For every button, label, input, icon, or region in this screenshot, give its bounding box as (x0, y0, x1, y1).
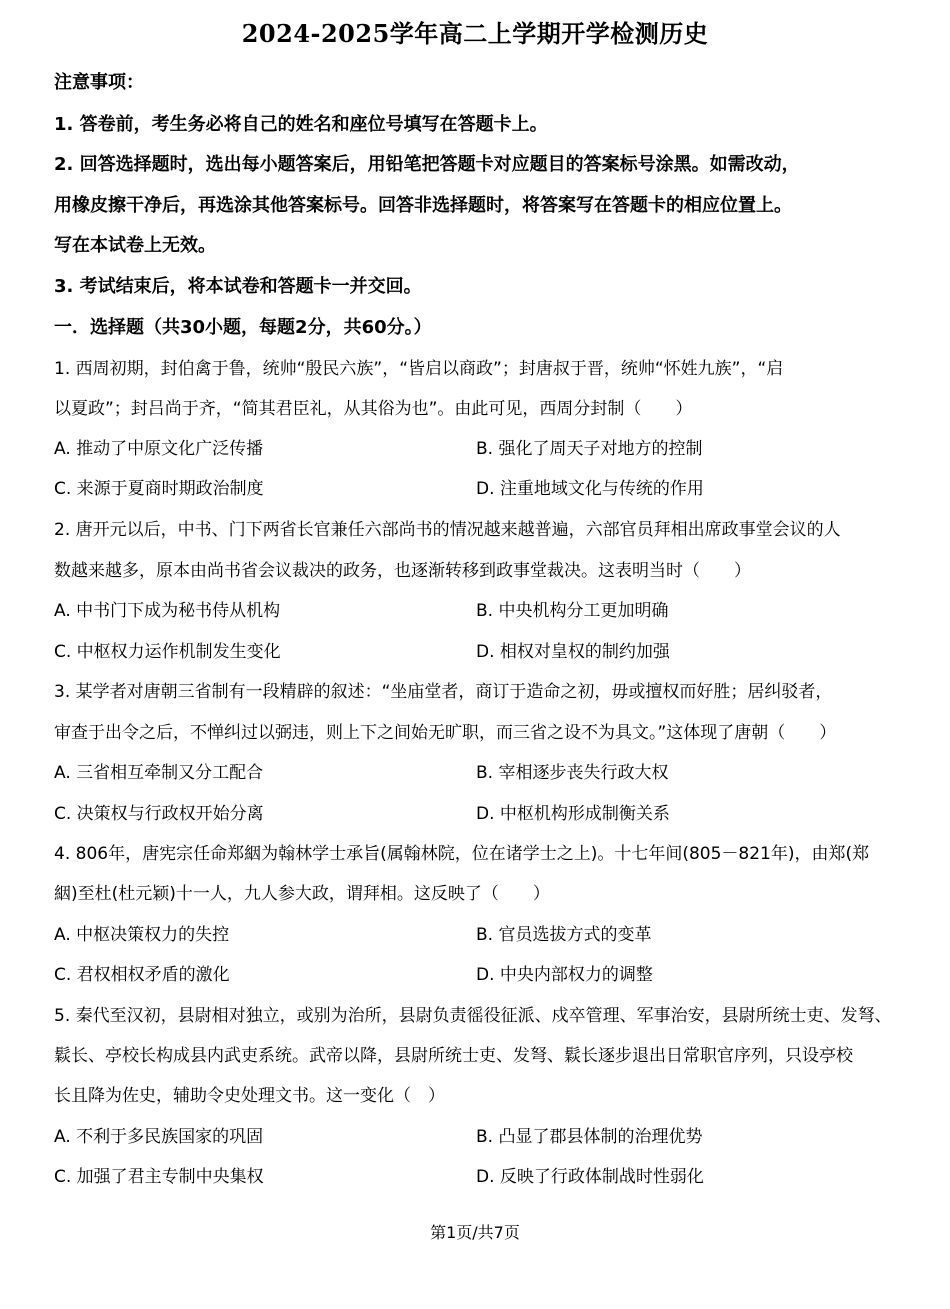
question-5-line: 长且降为佐史，辅助令史处理文书。这一变化（ ） (54, 1086, 445, 1106)
question-5-option-a: A. 不利于多民族国家的巩固 (54, 1127, 264, 1147)
question-1-option-b: B. 强化了周天子对地方的控制 (476, 439, 703, 459)
question-2-option-c: C. 中枢权力运作机制发生变化 (54, 642, 281, 662)
question-1-line: 1. 西周初期，封伯禽于鲁，统帅“殷民六族”，“皆启以商政”；封唐叔于晋，统帅“怀姓九族”，“启 (54, 359, 784, 379)
notice-item: 1. 答卷前，考生务必将自己的姓名和座位号填写在答题卡上。 (54, 114, 548, 135)
question-5-line: 鬏长、亭校长构成县内武吏系统。武帝以降，县尉所统士吏、发弩、鬏长逐步退出日常职官序列，只设亭校 (54, 1046, 853, 1066)
question-4-option-d: D. 中央内部权力的调整 (476, 965, 653, 985)
page-number: 第1页/共7页 (430, 1223, 520, 1242)
question-1-line: 以夏政”；封吕尚于齐，“简其君臣礼，从其俗为也”。由此可见，西周分封制（ ） (54, 399, 693, 419)
question-4-line: 絪)至杜(杜元颖)十一人，九人参大政，谓拜相。这反映了（ ） (54, 884, 550, 904)
question-5-option-d: D. 反映了行政体制战时性弱化 (476, 1167, 704, 1187)
question-4-line: 4. 806年，唐宪宗任命郑絪为翰林学士承旨(属翰林院，位在诸学士之上)。十七年间(805－821年)，由郑(郑 (54, 844, 870, 864)
question-2-line: 2. 唐开元以后，中书、门下两省长官兼任六部尚书的情况越来越普遍，六部官员拜相出席政事堂会议的人 (54, 520, 841, 540)
exam-title: 2024-2025学年高二上学期开学检测历史 (241, 19, 709, 48)
question-3-line: 3. 某学者对唐朝三省制有一段精辟的叙述：“坐庙堂者，商订于造命之初，毋或擅权而好胜；居纠驳者， (54, 682, 833, 702)
question-1-option-a: A. 推动了中原文化广泛传播 (54, 439, 264, 459)
question-2-option-a: A. 中书门下成为秘书侍从机构 (54, 601, 281, 621)
question-2-line: 数越来越多，原本由尚书省会议裁决的政务，也逐渐转移到政事堂裁决。这表明当时（ ） (54, 561, 751, 581)
question-2-option-d: D. 相权对皇权的制约加强 (476, 642, 670, 662)
question-3-option-d: D. 中枢机构形成制衡关系 (476, 804, 670, 824)
question-3-option-b: B. 宰相逐步丧失行政大权 (476, 763, 669, 783)
question-5-option-b: B. 凸显了郡县体制的治理优势 (476, 1127, 703, 1147)
question-5-line: 5. 秦代至汉初，县尉相对独立，或别为治所，县尉负责徭役征派、戍卒管理、军事治安，县尉所统士吏、发弩、 (54, 1006, 892, 1026)
section-heading: 一．选择题（共30小题，每题2分，共60分。） (54, 317, 432, 338)
question-5-option-c: C. 加强了君主专制中央集权 (54, 1167, 264, 1187)
notice-heading: 注意事项： (54, 72, 144, 93)
question-3-line: 审查于出令之后，不惮纠过以弼违，则上下之间始无旷职，而三省之设不为具文。”这体现了唐朝（ ） (54, 723, 837, 743)
notice-item: 用橡皮擦干净后，再选涂其他答案标号。回答非选择题时，将答案写在答题卡的相应位置上。 (54, 195, 792, 216)
question-4-option-a: A. 中枢决策权力的失控 (54, 925, 230, 945)
question-1-option-d: D. 注重地域文化与传统的作用 (476, 479, 704, 499)
question-3-option-a: A. 三省相互牵制又分工配合 (54, 763, 264, 783)
question-4-option-b: B. 官员选拔方式的变革 (476, 925, 652, 945)
notice-item: 3. 考试结束后，将本试卷和答题卡一并交回。 (54, 276, 422, 297)
question-4-option-c: C. 君权相权矛盾的激化 (54, 965, 230, 985)
question-2-option-b: B. 中央机构分工更加明确 (476, 601, 669, 621)
question-1-option-c: C. 来源于夏商时期政治制度 (54, 479, 264, 499)
question-3-option-c: C. 决策权与行政权开始分离 (54, 804, 264, 824)
notice-item: 2. 回答选择题时，选出每小题答案后，用铅笔把答题卡对应题目的答案标号涂黑。如需改动， (54, 154, 800, 175)
notice-item: 写在本试卷上无效。 (54, 235, 216, 256)
